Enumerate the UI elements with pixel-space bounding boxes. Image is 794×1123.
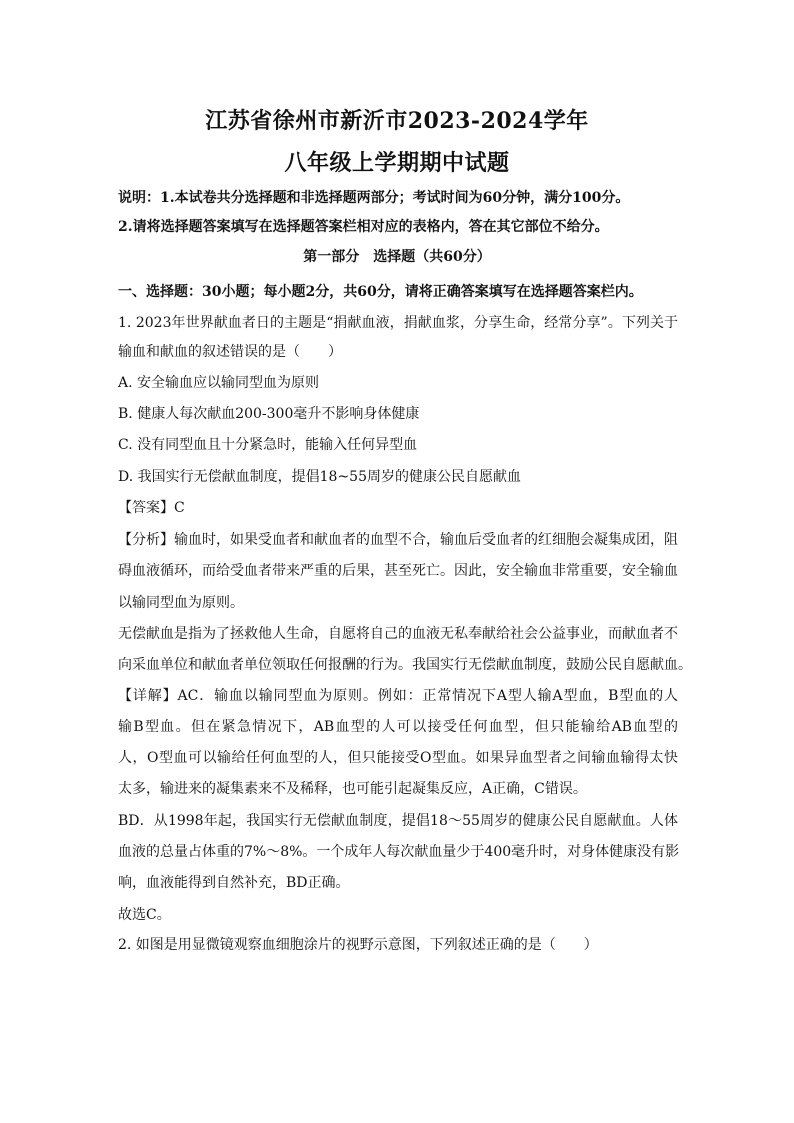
q1-analysis-line5: 向采血单位和献血者单位领取任何报酬的行为。我国实行无偿献血制度，鼓励公民自愿献血。 [118, 657, 692, 673]
q1-detail-line2: 输B型血。但在紧急情况下，AB血型的人可以接受任何血型，但只能输给AB血型的 [118, 719, 678, 735]
q1-detail-line7: 响，血液能得到自然补充，BD正确。 [118, 875, 350, 891]
section-heading: 一、选择题：30小题；每小题2分，共60分，请将正确答案填写在选择题答案栏内。 [118, 284, 643, 300]
document-title-line1: 江苏省徐州市新沂市2023-2024学年 [205, 108, 589, 134]
q1-option-d: D. 我国实行无偿献血制度，提倡18~55周岁的健康公民自愿献血 [118, 469, 521, 485]
instructions-line1: 说明：1.本试卷共分选择题和非选择题两部分；考试时间为60分钟，满分100分。 [118, 190, 630, 206]
q1-detail-line4: 太多，输进来的凝集素来不及稀释，也可能引起凝集反应，A正确，C错误。 [118, 781, 587, 797]
q1-option-a: A. 安全输血应以输同型血为原则 [118, 375, 320, 391]
q1-analysis-line3: 以输同型血为原则。 [118, 595, 244, 611]
document-title-line2: 八年级上学期期中试题 [284, 150, 510, 176]
q1-detail-line1: 【详解】AC．输血以输同型血为原则。例如：正常情况下A型人输A型血，B型血的人 [118, 688, 678, 704]
q1-analysis-line2: 碍血液循环，而给受血者带来严重的后果，甚至死亡。因此，安全输血非常重要，安全输血 [118, 563, 678, 579]
q1-analysis-line1: 【分析】输血时，如果受血者和献血者的血型不合，输血后受血者的红细胞会凝集成团，阻 [118, 532, 678, 548]
instructions-line2: 2.请将选择题答案填写在选择题答案栏相对应的表格内，答在其它部位不给分。 [118, 219, 609, 235]
q1-stem-line2: 输血和献血的叙述错误的是（ ） [118, 344, 342, 360]
q1-detail-line3: 人，O型血可以输给任何血型的人，但只能接受O型血。如果异血型者之间输血输得太快 [118, 750, 678, 766]
q1-analysis-line4: 无偿献血是指为了拯救他人生命，自愿将自己的血液无私奉献给社会公益事业，而献血者不 [118, 626, 678, 642]
q2-stem-line1: 2. 如图是用显微镜观察血细胞涂片的视野示意图，下列叙述正确的是（ ） [118, 937, 598, 953]
q1-detail-line6: 血液的总量占体重的7%～8%。一个成年人每次献血量少于400毫升时，对身体健康没有影 [118, 844, 680, 860]
q1-option-b: B. 健康人每次献血200-300毫升不影响身体健康 [118, 406, 420, 422]
q1-option-c: C. 没有同型血且十分紧急时，能输入任何异型血 [118, 437, 418, 453]
q1-answer: 【答案】C [118, 500, 185, 516]
q1-detail-line5: BD．从1998年起，我国实行无偿献血制度，提倡18～55周岁的健康公民自愿献血。人体 [118, 813, 678, 829]
q1-conclusion: 故选C。 [118, 907, 171, 923]
part-title: 第一部分 选择题（共60分） [303, 249, 491, 265]
q1-stem-line1: 1. 2023年世界献血者日的主题是“捐献血液，捐献血浆，分享生命，经常分享”。下列关于 [118, 315, 678, 331]
